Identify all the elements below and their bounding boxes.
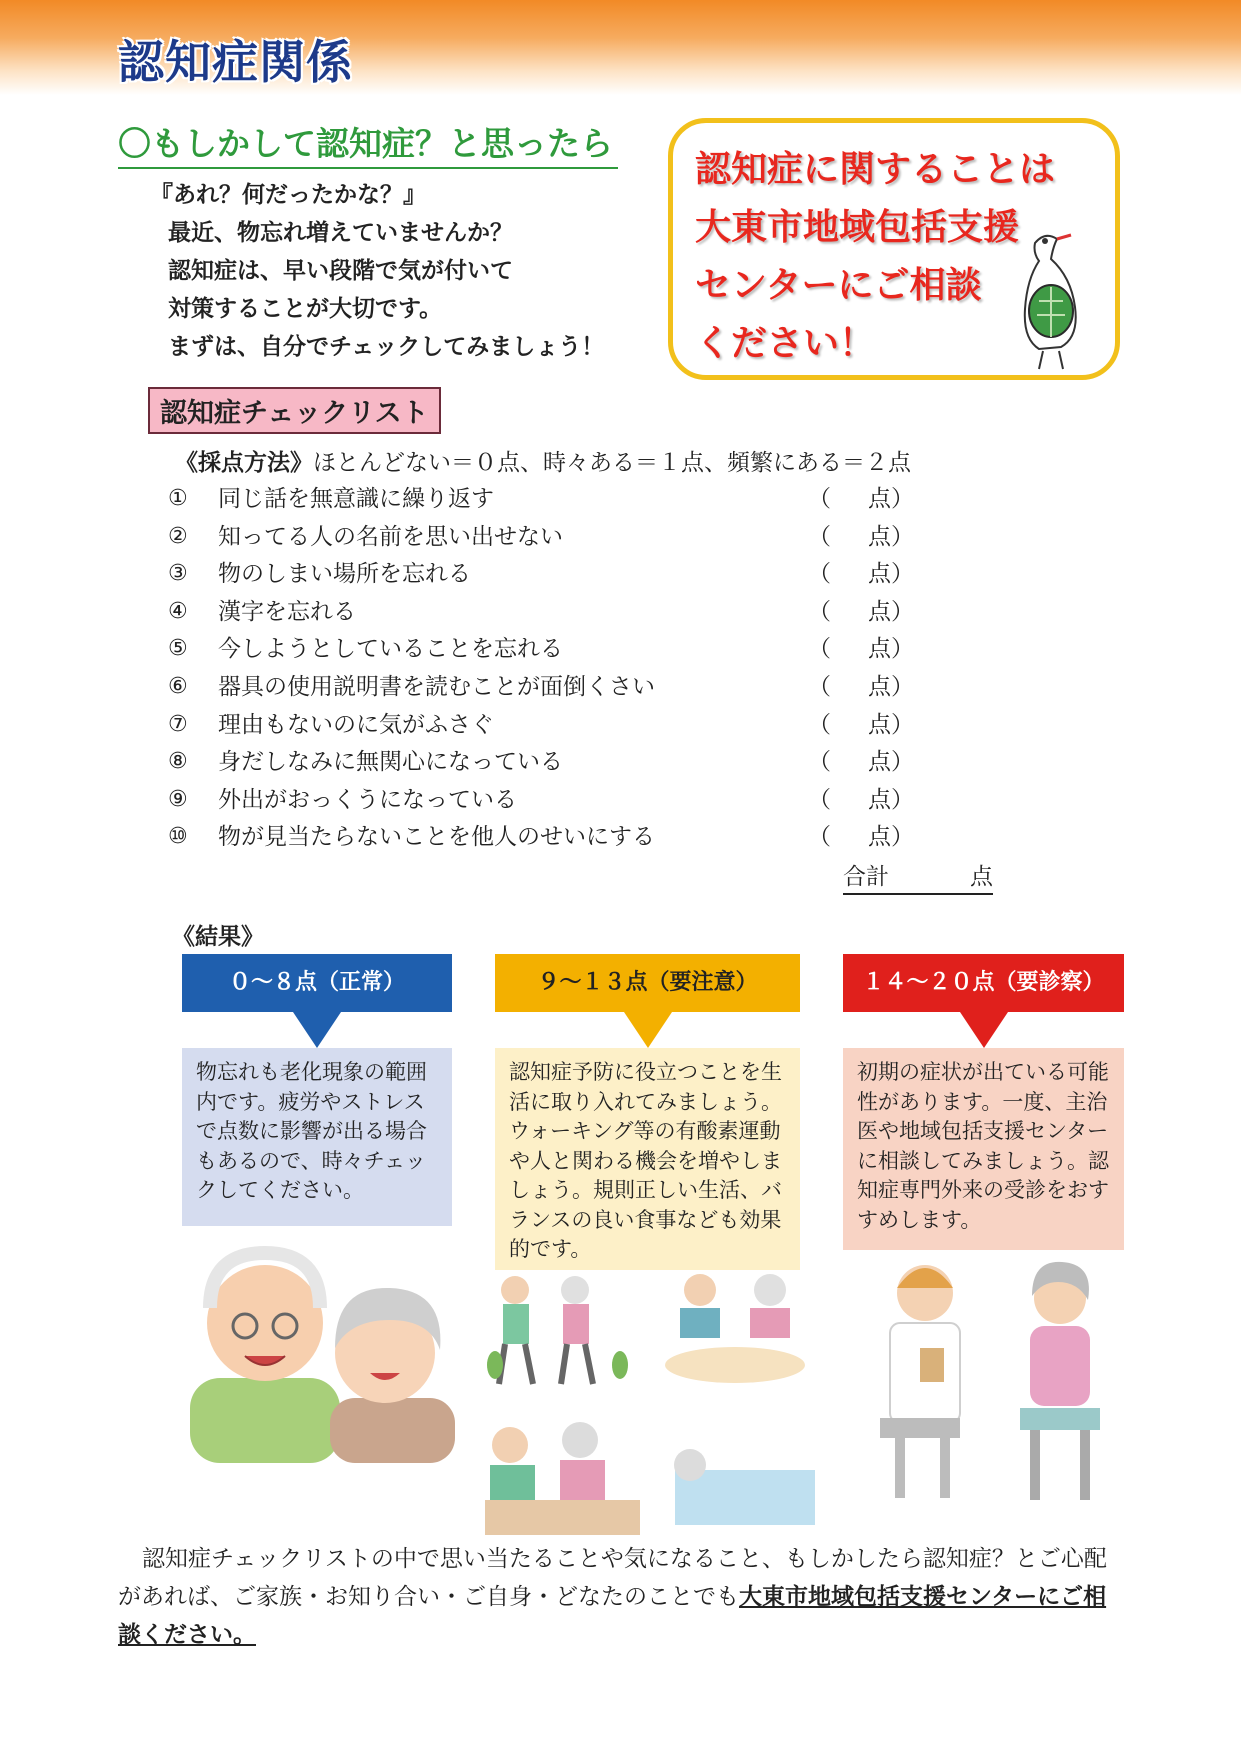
score-unit: 点）	[868, 598, 914, 625]
item-number: ⑤	[168, 636, 188, 662]
item-number: ⑨	[168, 786, 188, 812]
item-number: ②	[168, 523, 188, 549]
checklist-item	[168, 746, 928, 784]
checklist-heading: 認知症チェックリスト	[148, 387, 441, 434]
item-text: 外出がおっくうになっている	[218, 786, 517, 813]
checklist-item	[168, 633, 928, 671]
callout-text	[695, 141, 1055, 373]
down-arrow-icon	[960, 1012, 1008, 1048]
doctor-consultation-illustration	[860, 1258, 1125, 1508]
section-heading: 〇もしかして認知症？と思ったら	[118, 118, 618, 169]
score-unit: 点）	[868, 786, 914, 813]
item-number: ⑥	[168, 673, 188, 699]
down-arrow-icon	[293, 1012, 341, 1048]
intro-line: 最近、物忘れ増えていませんか？	[168, 220, 513, 246]
score-paren: （	[808, 824, 831, 851]
intro-line: 対策することが大切です。	[168, 296, 443, 322]
item-number: ④	[168, 598, 188, 624]
score-unit: 点）	[868, 749, 914, 776]
item-text: 同じ話を無意識に繰り返す	[218, 486, 494, 512]
checklist-item	[168, 671, 928, 709]
crane-turtle-mascot-icon	[1007, 223, 1097, 373]
checklist-item	[168, 596, 928, 634]
checklist-item	[168, 709, 928, 747]
score-paren: （	[808, 636, 831, 663]
score-unit: 点）	[868, 636, 914, 663]
checklist-items	[168, 483, 928, 859]
score-paren: （	[808, 786, 831, 813]
score-unit: 点）	[868, 711, 914, 738]
checklist-item	[168, 521, 928, 559]
closing-message	[118, 1540, 1128, 1654]
scoring-method	[175, 444, 911, 477]
score-paren: （	[808, 561, 831, 588]
intro-line: まずは、自分でチェックしてみましょう！	[168, 334, 605, 360]
item-text: 知ってる人の名前を思い出せない	[218, 523, 563, 550]
callout-line: 認知症に関することは	[695, 149, 1056, 190]
checklist-item	[168, 558, 928, 596]
score-unit: 点）	[868, 561, 914, 588]
item-text: 物が見当たらないことを他人のせいにする	[218, 824, 655, 851]
result-text-consult: 初期の症状が出ている可能性があります。一度、主治医や地域包括支援センターに相談してみましょう。認知症専門外来の受診をおすすめします。	[843, 1048, 1124, 1250]
intro-line: 『あれ？何だったかな？』	[150, 182, 426, 208]
consultation-callout	[668, 118, 1120, 380]
intro-line: 認知症は、早い段階で気が付いて	[168, 258, 513, 284]
score-unit: 点）	[868, 486, 914, 512]
checklist-item	[168, 821, 928, 859]
item-text: 漢字を忘れる	[218, 598, 356, 625]
closing-contact: 大東市地域包括支援センターにご相談ください。	[118, 1584, 1107, 1648]
score-paren: （	[808, 673, 831, 700]
item-text: 器具の使用説明書を読むことが面倒くさい	[218, 673, 655, 700]
item-text: 理由もないのに気がふさぐ	[218, 711, 494, 738]
item-number: ③	[168, 561, 188, 587]
result-text-normal: 物忘れも老化現象の範囲内です。疲労やストレスで点数に影響が出る場合もあるので、時々チェックしてください。	[182, 1048, 452, 1226]
down-arrow-icon	[624, 1012, 672, 1048]
results-label: 《結果》	[172, 924, 264, 950]
scoring-text: ほとんどない＝０点、時々ある＝１点、頻繁にある＝２点	[313, 450, 911, 476]
score-unit: 点）	[868, 673, 914, 700]
callout-line: ください！	[695, 323, 876, 364]
result-heading-normal: ０～８点（正常）	[182, 954, 452, 1012]
page-title: 認知症関係	[118, 35, 353, 89]
result-heading-caution: ９～１３点（要注意）	[495, 954, 800, 1012]
result-heading-consult: １４～２０点（要診察）	[843, 954, 1124, 1012]
callout-line: センターにご相談	[695, 265, 982, 306]
item-number: ⑧	[168, 749, 188, 775]
total-score	[843, 858, 993, 895]
score-paren: （	[808, 749, 831, 776]
item-text: 今しようとしていることを忘れる	[218, 636, 563, 663]
checklist-item	[168, 784, 928, 822]
item-number: ⑦	[168, 711, 188, 737]
total-label: 合計	[843, 864, 889, 890]
item-text: 物のしまい場所を忘れる	[218, 561, 471, 588]
score-unit: 点）	[868, 523, 914, 550]
result-text-caution: 認知症予防に役立つことを生活に取り入れてみましょう。ウォーキング等の有酸素運動や人と関わる機会を増やしましょう。規則正しい生活、バランスの良い食事なども効果的です。	[495, 1048, 800, 1280]
prevention-activities-illustration	[485, 1270, 815, 1535]
item-number: ①	[168, 486, 188, 511]
item-text: 身だしなみに無関心になっている	[218, 749, 563, 776]
score-unit: 点）	[868, 824, 914, 851]
score-paren: （	[808, 598, 831, 625]
item-number: ⑩	[168, 824, 188, 850]
closing-text: 認知症チェックリストの中で思い当たることや気になること、もしかしたら認知症？とご心配があれば、ご家族・お知り合い・ご自身・どなたのことでも	[118, 1546, 1107, 1610]
score-paren: （	[808, 523, 831, 550]
checklist-item	[168, 483, 928, 521]
score-paren: （	[808, 711, 831, 738]
intro-text	[150, 176, 604, 366]
score-paren: （	[808, 486, 831, 512]
total-unit: 点	[970, 864, 993, 890]
scoring-label: 《採点方法》	[175, 450, 313, 476]
elderly-couple-illustration	[180, 1238, 460, 1463]
callout-line: 大東市地域包括支援	[695, 207, 1020, 248]
